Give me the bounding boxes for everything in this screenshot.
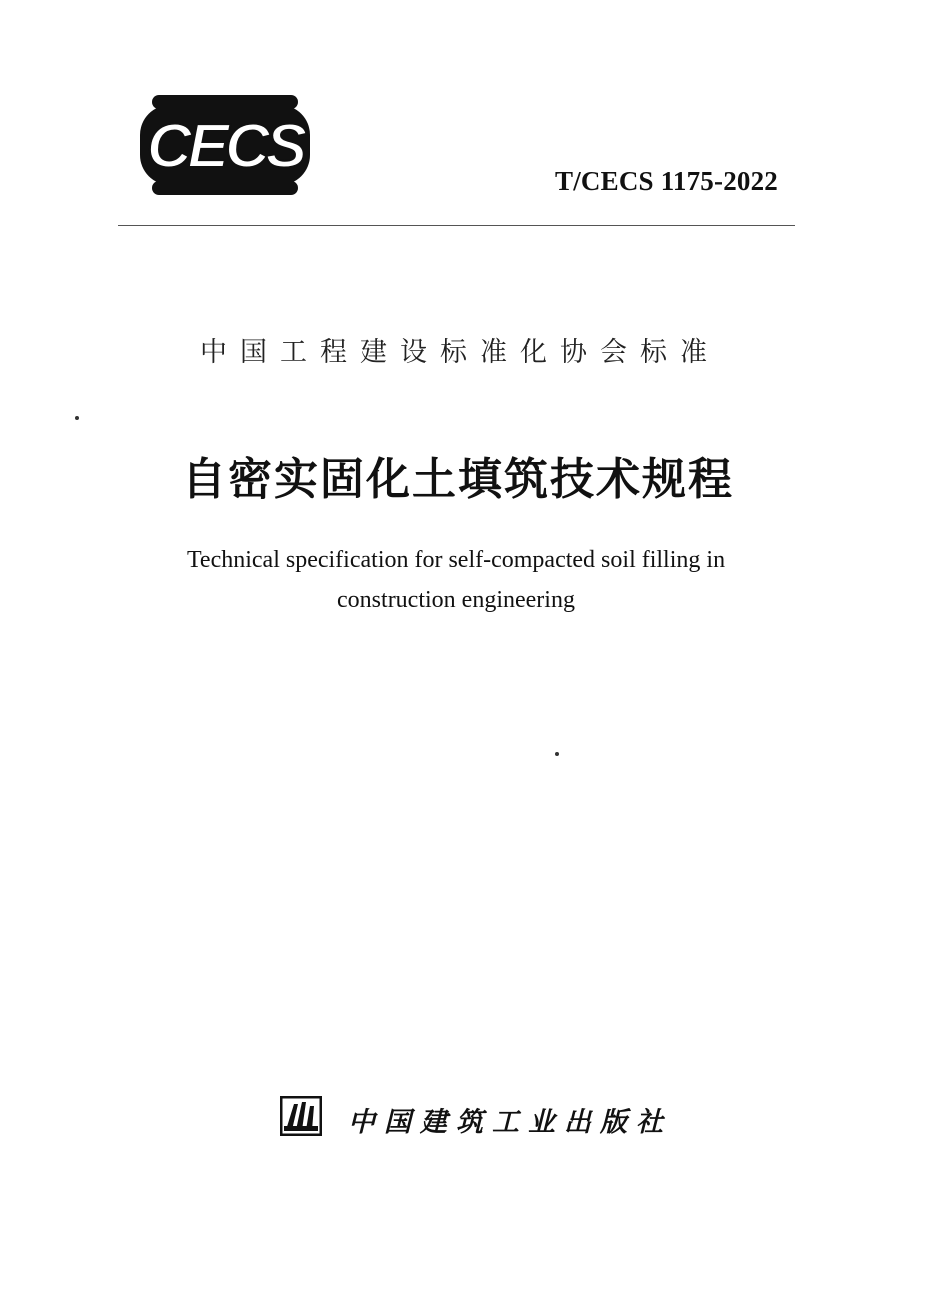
scan-speck xyxy=(75,416,79,420)
english-title xyxy=(0,540,912,620)
header-divider xyxy=(118,225,795,226)
svg-text:CECS: CECS xyxy=(146,112,304,181)
english-title-line-1: Technical specification for self-compacted soil filling in xyxy=(186,547,726,573)
publisher xyxy=(280,1096,672,1138)
standard-number: T/CECS 1175-2022 xyxy=(555,166,778,196)
scan-speck xyxy=(555,752,559,756)
cecs-logo xyxy=(132,95,318,195)
association-name: 中国工程建设标准化协会标准 xyxy=(200,337,720,368)
page-title: 自密实固化土填筑技术规程 xyxy=(182,454,734,505)
publisher-name: 中国建筑工业出版社 xyxy=(348,1107,672,1138)
english-title-line-2: construction engineering xyxy=(337,587,575,613)
publisher-logo-icon xyxy=(280,1096,322,1136)
